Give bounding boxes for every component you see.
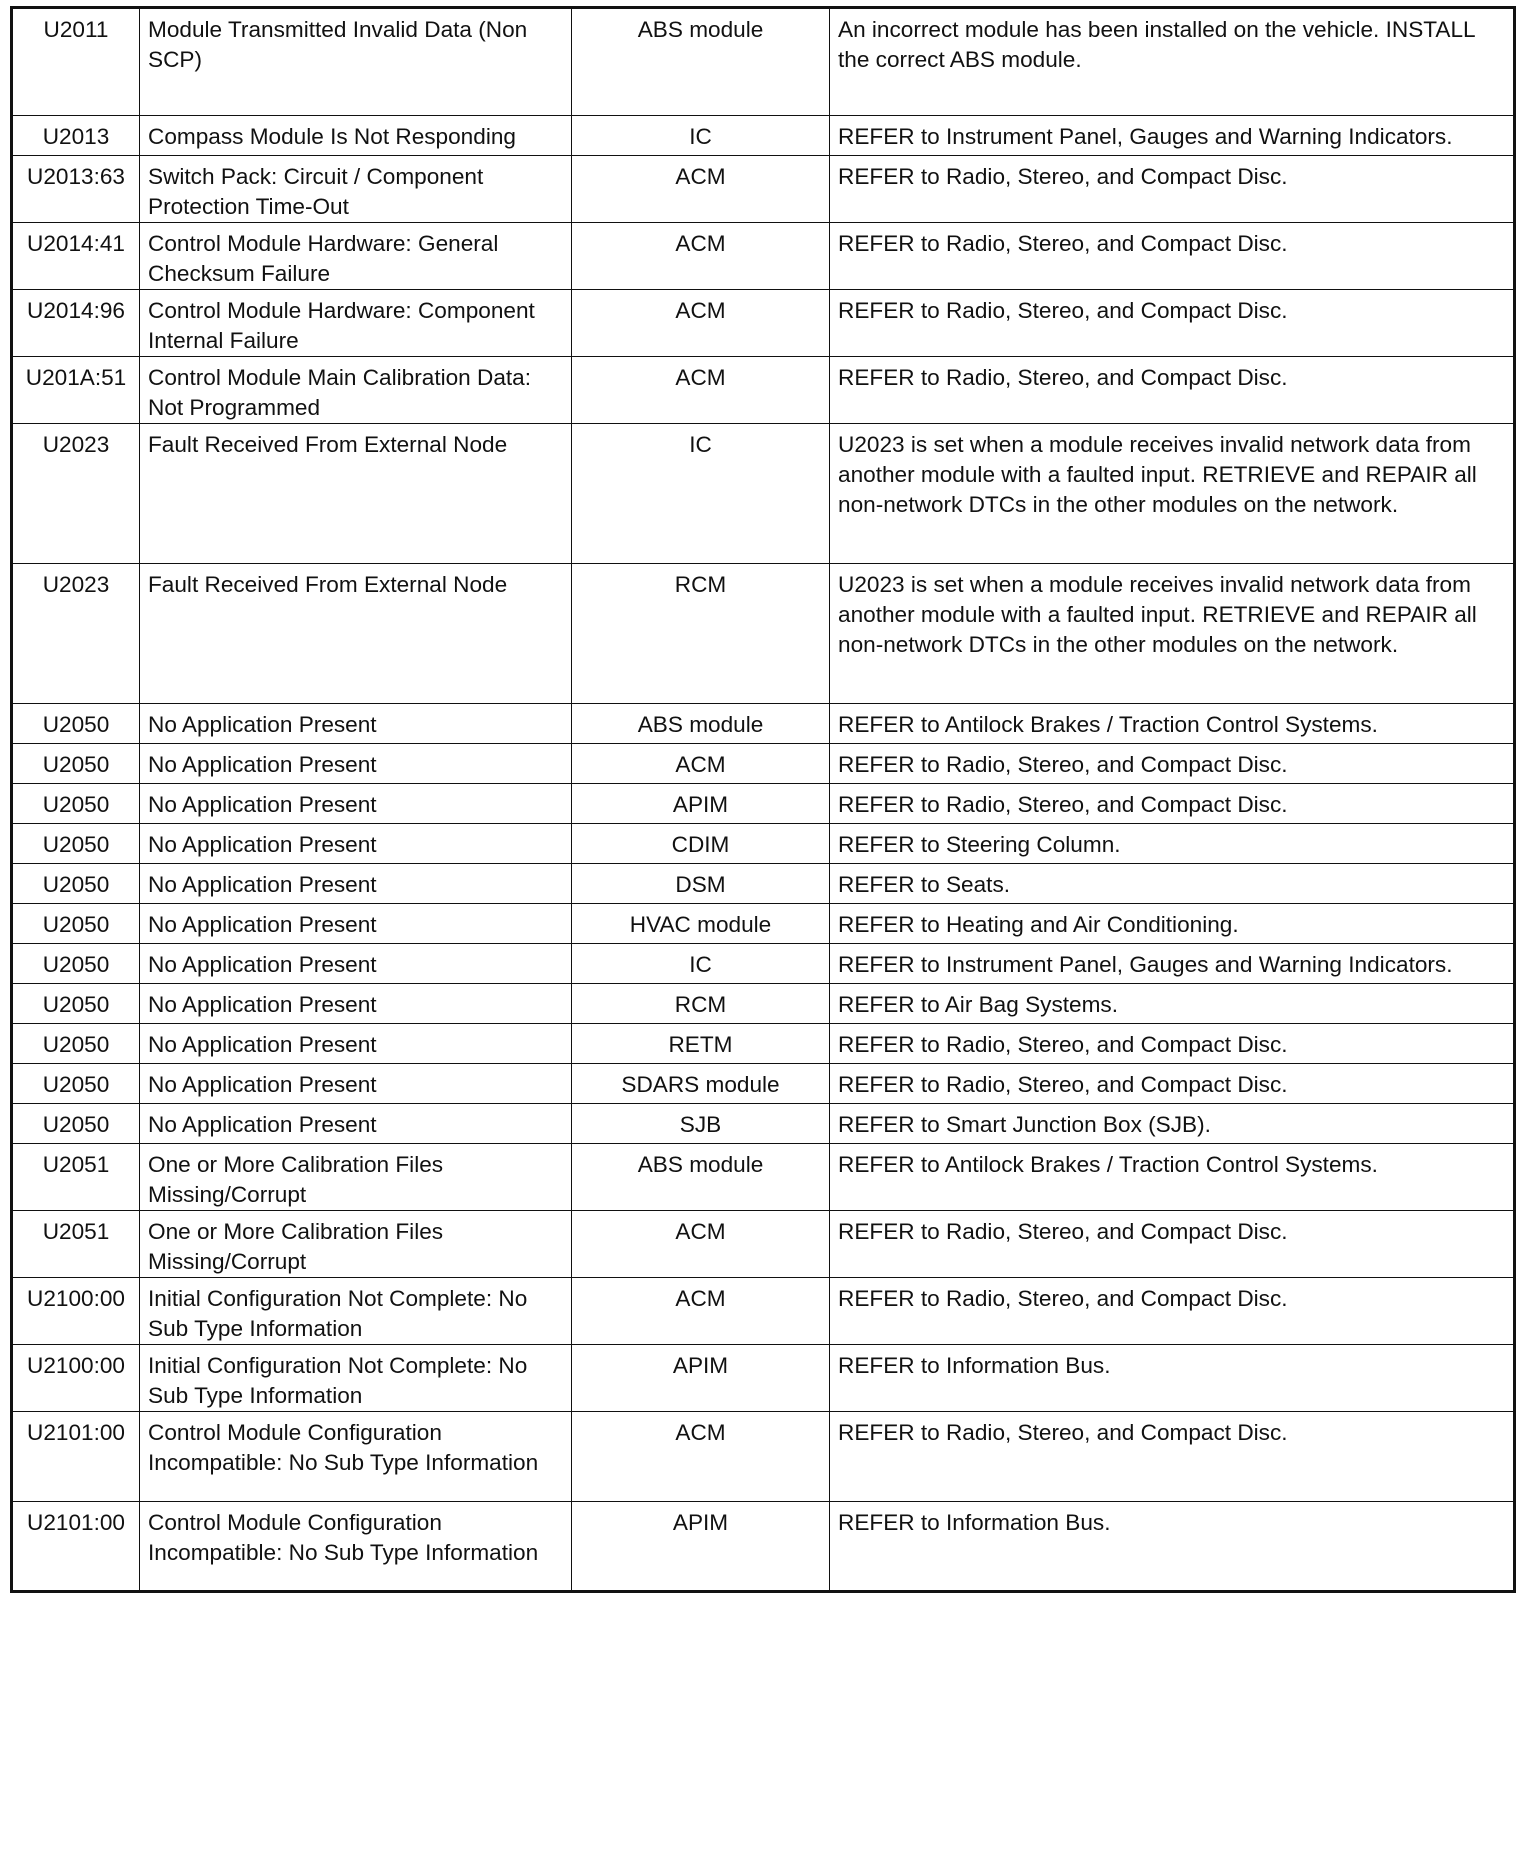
module-cell: APIM xyxy=(572,1345,830,1412)
dtc-code-cell: U2014:41 xyxy=(12,223,140,290)
module-cell: SJB xyxy=(572,1104,830,1144)
table-row xyxy=(12,1278,1515,1345)
dtc-description-cell: One or More Calibration Files Missing/Corrupt xyxy=(140,1144,572,1211)
table-row xyxy=(12,1064,1515,1104)
table-row xyxy=(12,864,1515,904)
action-cell: REFER to Information Bus. xyxy=(830,1502,1515,1592)
table-row xyxy=(12,1024,1515,1064)
module-cell: ACM xyxy=(572,1211,830,1278)
dtc-description-cell: Initial Configuration Not Complete: No Sub Type Information xyxy=(140,1345,572,1412)
dtc-code-cell: U2051 xyxy=(12,1144,140,1211)
dtc-code-cell: U2050 xyxy=(12,744,140,784)
action-cell: REFER to Heating and Air Conditioning. xyxy=(830,904,1515,944)
dtc-description-cell: Compass Module Is Not Responding xyxy=(140,116,572,156)
module-cell: ACM xyxy=(572,290,830,357)
dtc-description-cell: Control Module Hardware: General Checksum Failure xyxy=(140,223,572,290)
dtc-code-cell: U2050 xyxy=(12,904,140,944)
dtc-code-cell: U2050 xyxy=(12,1064,140,1104)
dtc-description-cell: Control Module Configuration Incompatible: No Sub Type Information xyxy=(140,1412,572,1502)
dtc-code-cell: U2023 xyxy=(12,564,140,704)
action-cell: REFER to Radio, Stereo, and Compact Disc. xyxy=(830,1024,1515,1064)
action-cell: REFER to Air Bag Systems. xyxy=(830,984,1515,1024)
table-row xyxy=(12,424,1515,564)
dtc-code-cell: U2050 xyxy=(12,1104,140,1144)
table-row xyxy=(12,116,1515,156)
table-row xyxy=(12,784,1515,824)
dtc-code-cell: U2100:00 xyxy=(12,1278,140,1345)
dtc-code-cell: U2050 xyxy=(12,704,140,744)
action-cell: An incorrect module has been installed on the vehicle. INSTALL the correct ABS module. xyxy=(830,8,1515,116)
dtc-description-cell: Fault Received From External Node xyxy=(140,564,572,704)
action-cell: REFER to Information Bus. xyxy=(830,1345,1515,1412)
action-cell: REFER to Radio, Stereo, and Compact Disc. xyxy=(830,156,1515,223)
action-cell: U2023 is set when a module receives invalid network data from another module with a faulted input. RETRIEVE and REPAIR all non-network DTCs in the other modules on the network. xyxy=(830,424,1515,564)
table-row xyxy=(12,744,1515,784)
action-cell: REFER to Smart Junction Box (SJB). xyxy=(830,1104,1515,1144)
action-cell: REFER to Instrument Panel, Gauges and Warning Indicators. xyxy=(830,944,1515,984)
table-row xyxy=(12,944,1515,984)
action-cell: U2023 is set when a module receives invalid network data from another module with a faulted input. RETRIEVE and REPAIR all non-network DTCs in the other modules on the network. xyxy=(830,564,1515,704)
action-cell: REFER to Steering Column. xyxy=(830,824,1515,864)
dtc-description-cell: No Application Present xyxy=(140,1104,572,1144)
dtc-code-cell: U2101:00 xyxy=(12,1412,140,1502)
action-cell: REFER to Radio, Stereo, and Compact Disc. xyxy=(830,357,1515,424)
action-cell: REFER to Radio, Stereo, and Compact Disc. xyxy=(830,1412,1515,1502)
dtc-code-cell: U2050 xyxy=(12,864,140,904)
module-cell: ACM xyxy=(572,1412,830,1502)
module-cell: ACM xyxy=(572,357,830,424)
module-cell: RCM xyxy=(572,984,830,1024)
dtc-description-cell: Fault Received From External Node xyxy=(140,424,572,564)
action-cell: REFER to Radio, Stereo, and Compact Disc. xyxy=(830,1064,1515,1104)
action-cell: REFER to Antilock Brakes / Traction Control Systems. xyxy=(830,704,1515,744)
dtc-description-cell: Control Module Main Calibration Data: Not Programmed xyxy=(140,357,572,424)
dtc-description-cell: No Application Present xyxy=(140,1064,572,1104)
module-cell: ABS module xyxy=(572,8,830,116)
action-cell: REFER to Radio, Stereo, and Compact Disc. xyxy=(830,290,1515,357)
dtc-description-cell: No Application Present xyxy=(140,784,572,824)
dtc-code-cell: U2101:00 xyxy=(12,1502,140,1592)
dtc-code-cell: U2023 xyxy=(12,424,140,564)
dtc-code-cell: U2011 xyxy=(12,8,140,116)
dtc-description-cell: No Application Present xyxy=(140,984,572,1024)
dtc-code-cell: U2050 xyxy=(12,1024,140,1064)
module-cell: CDIM xyxy=(572,824,830,864)
dtc-table xyxy=(10,6,1516,1593)
dtc-code-cell: U2013:63 xyxy=(12,156,140,223)
dtc-description-cell: One or More Calibration Files Missing/Corrupt xyxy=(140,1211,572,1278)
table-row xyxy=(12,8,1515,116)
module-cell: ABS module xyxy=(572,1144,830,1211)
dtc-description-cell: No Application Present xyxy=(140,704,572,744)
table-row xyxy=(12,984,1515,1024)
module-cell: APIM xyxy=(572,1502,830,1592)
action-cell: REFER to Radio, Stereo, and Compact Disc. xyxy=(830,784,1515,824)
module-cell: ACM xyxy=(572,223,830,290)
module-cell: ABS module xyxy=(572,704,830,744)
dtc-description-cell: No Application Present xyxy=(140,904,572,944)
action-cell: REFER to Radio, Stereo, and Compact Disc. xyxy=(830,744,1515,784)
table-row xyxy=(12,704,1515,744)
dtc-code-cell: U2050 xyxy=(12,824,140,864)
dtc-code-cell: U2050 xyxy=(12,984,140,1024)
dtc-table-sheet xyxy=(10,6,1513,1593)
action-cell: REFER to Radio, Stereo, and Compact Disc. xyxy=(830,1211,1515,1278)
module-cell: APIM xyxy=(572,784,830,824)
dtc-code-cell: U201A:51 xyxy=(12,357,140,424)
module-cell: RCM xyxy=(572,564,830,704)
module-cell: IC xyxy=(572,116,830,156)
dtc-description-cell: Module Transmitted Invalid Data (Non SCP) xyxy=(140,8,572,116)
dtc-description-cell: No Application Present xyxy=(140,744,572,784)
dtc-description-cell: Control Module Hardware: Component Internal Failure xyxy=(140,290,572,357)
dtc-description-cell: Control Module Configuration Incompatible: No Sub Type Information xyxy=(140,1502,572,1592)
table-row xyxy=(12,1345,1515,1412)
table-row xyxy=(12,290,1515,357)
table-row xyxy=(12,1211,1515,1278)
dtc-description-cell: No Application Present xyxy=(140,824,572,864)
action-cell: REFER to Antilock Brakes / Traction Control Systems. xyxy=(830,1144,1515,1211)
table-row xyxy=(12,1502,1515,1592)
table-row xyxy=(12,1412,1515,1502)
dtc-description-cell: Switch Pack: Circuit / Component Protection Time-Out xyxy=(140,156,572,223)
table-row xyxy=(12,223,1515,290)
dtc-description-cell: No Application Present xyxy=(140,864,572,904)
table-row xyxy=(12,564,1515,704)
module-cell: ACM xyxy=(572,744,830,784)
table-row xyxy=(12,156,1515,223)
module-cell: SDARS module xyxy=(572,1064,830,1104)
action-cell: REFER to Seats. xyxy=(830,864,1515,904)
table-row xyxy=(12,357,1515,424)
dtc-code-cell: U2014:96 xyxy=(12,290,140,357)
module-cell: IC xyxy=(572,944,830,984)
module-cell: RETM xyxy=(572,1024,830,1064)
table-row xyxy=(12,1104,1515,1144)
action-cell: REFER to Radio, Stereo, and Compact Disc. xyxy=(830,1278,1515,1345)
dtc-code-cell: U2013 xyxy=(12,116,140,156)
dtc-code-cell: U2050 xyxy=(12,784,140,824)
dtc-description-cell: Initial Configuration Not Complete: No Sub Type Information xyxy=(140,1278,572,1345)
dtc-description-cell: No Application Present xyxy=(140,944,572,984)
table-row xyxy=(12,824,1515,864)
dtc-code-cell: U2050 xyxy=(12,944,140,984)
table-row xyxy=(12,1144,1515,1211)
dtc-description-cell: No Application Present xyxy=(140,1024,572,1064)
module-cell: ACM xyxy=(572,156,830,223)
dtc-table-body xyxy=(12,8,1515,1592)
module-cell: IC xyxy=(572,424,830,564)
table-row xyxy=(12,904,1515,944)
module-cell: HVAC module xyxy=(572,904,830,944)
module-cell: DSM xyxy=(572,864,830,904)
module-cell: ACM xyxy=(572,1278,830,1345)
dtc-code-cell: U2051 xyxy=(12,1211,140,1278)
dtc-code-cell: U2100:00 xyxy=(12,1345,140,1412)
action-cell: REFER to Instrument Panel, Gauges and Warning Indicators. xyxy=(830,116,1515,156)
action-cell: REFER to Radio, Stereo, and Compact Disc. xyxy=(830,223,1515,290)
